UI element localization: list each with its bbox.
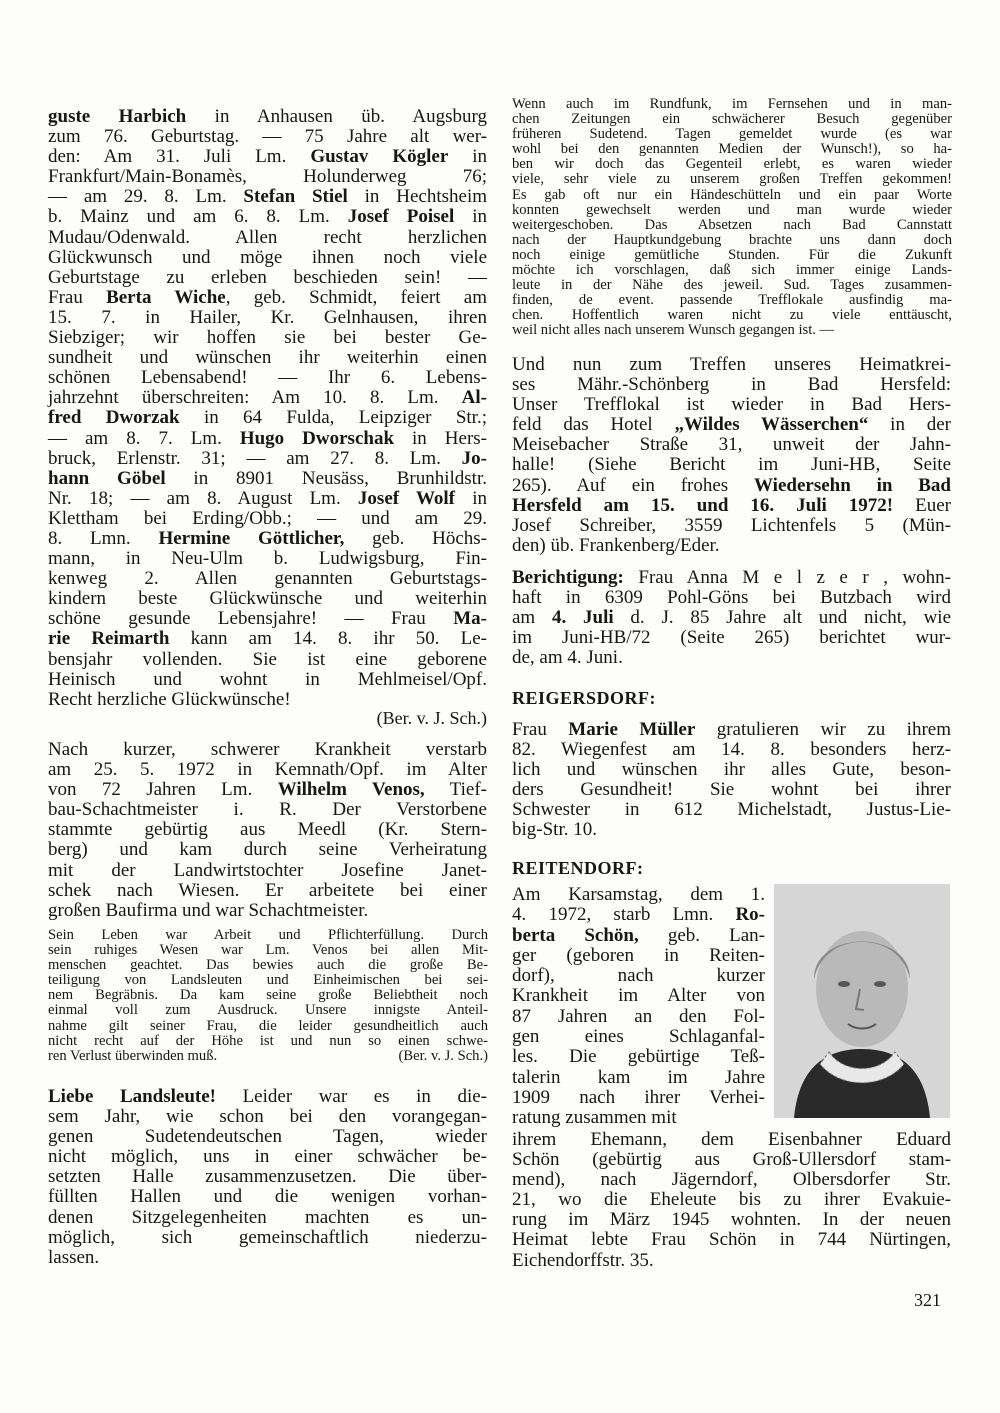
birthdays-signature: (Ber. v. J. Sch.) [376,708,487,728]
text-line: am 4. Juli d. J. 85 Jahre alt und nicht, wie [512,607,952,629]
text-line: bau-Schachtmeister i. R. Der Verstorbene [48,799,487,821]
bold-name: Wiedersehn in Bad [754,474,951,496]
text-line: fred Dworzak in 64 Fulda, Leipziger Str.; [48,407,487,429]
text-line: kenweg 2. Allen genannten Geburtstags- [48,568,487,590]
text-line: Und nun zum Treffen unseres Heimatkrei- [512,354,951,375]
text-line: rung im März 1945 wohnten. In der neuen [512,1209,951,1231]
text-line: b. Mainz und am 6. 8. Lm. Josef Poisel in [48,206,487,228]
text-line: ger (geboren in Reiten- [512,944,765,966]
text-line: Heinisch und wohnt in Mehlmeisel/Opf. [48,668,487,690]
text-line: großen Baufirma und war Schachtmeister. [48,899,369,921]
text-line: am 25. 5. 1972 in Kemnath/Opf. im Alter [48,759,487,781]
text-line: den: Am 31. Juli Lm. Gustav Kögler in [48,146,488,168]
bold-name: berta Schön, [512,924,639,946]
bold-name: Stefan Stiel [243,186,348,208]
berichtigung-paragraph [512,568,951,668]
text-line: jahrzehnt überschreiten: Am 10. 8. Lm. Al- [48,387,487,409]
reigersdorf-paragraph [512,720,951,841]
text-line: lassen. [48,1246,100,1268]
text-line: nem Begräbnis. Da kam seine große Beliebtheit noch [48,987,488,1004]
text-line: nahme gilt seiner Frau, die leider gesundheitlich auch [48,1017,488,1034]
text-line: Schön (gebürtig aus Groß-Ullersdorf stam- [512,1149,951,1171]
text-line: viele, sehr viele zu unserem großen Treffen gekommen! [512,171,952,188]
text-line: Frau Marie Müller gratulieren wir zu ihrem [512,719,951,740]
text-line: mit der Landwirtstochter Josefine Janet- [48,859,487,881]
text-line: ratung zusammen mit [512,1107,677,1129]
text-line: Es gab oft nur ein Händeschütteln und ein paar Worte [512,186,952,203]
text-line: rie Reimarth kann am 14. 8. ihr 50. Le- [48,628,487,650]
bold-name: Gustav Kögler [310,146,449,168]
text-line: halle! (Siehe Bericht im Juni-HB, Seite [512,454,951,476]
birthdays-paragraph [48,107,487,710]
text-line: berta Schön, geb. Lan- [512,924,765,946]
bold-name: Berichtigung: [512,567,624,588]
text-line: Klettham bei Erding/Obb.; — und am 29. [48,507,487,529]
text-line: Wenn auch im Rundfunk, im Fernsehen und in man- [512,96,952,112]
text-line: kindern beste Glückwünsche und weiterhin [48,588,487,610]
portrait-photo [774,884,950,1118]
text-line: — am 29. 8. Lm. Stefan Stiel in Hechtsheim [48,186,487,208]
bold-name: 4. Juli [552,607,614,629]
text-line: sein ruhiges Wesen war Lm. Venos bei allen Mit- [48,942,488,959]
text-line: 82. Wiegenfest am 14. 8. besonders herz- [512,739,951,761]
text-line: guste Harbich in Anhausen üb. Augsburg [48,106,488,127]
reitendorf-heading: REITENDORF: [512,858,644,878]
text-line: chen Zeitungen ein schwächerer Besuch gegenüber [512,111,952,128]
text-line: denen Sitzgelegenheiten machten es un- [48,1206,487,1228]
text-line: Liebe Landsleute! Leider war es in die- [48,1086,487,1107]
text-line: noch einige gemütliche Stunden. Für die Zukunft [512,246,952,263]
reigersdorf-heading: REIGERSDORF: [512,688,657,708]
text-line: lich und wünschen ihr alles Gute, beson- [512,759,951,781]
bold-name: Josef Poisel [347,206,455,228]
text-line: talerin kam im Jahre [512,1066,765,1088]
text-line: Nr. 18; — am 8. August Lm. Josef Wolf in [48,487,487,509]
text-line: Berichtigung: Frau Anna M e l z e r , wohn- [512,567,951,588]
bold-name: Hermine Göttlicher, [158,527,345,549]
text-line: füllten Hallen und die wenigen vorhan- [48,1186,487,1208]
bold-name: Berta Wiche [106,286,226,308]
text-line: big-Str. 10. [512,819,597,841]
text-line: nicht recht auf der Höhe ist und nun so einen schwe- [48,1032,488,1049]
text-line: Meisebacher Straße 31, unweit der Jahn- [512,434,951,456]
text-line: finden, de event. passende Trefflokale ausfindig ma- [512,292,952,309]
bold-name: guste Harbich [48,106,187,127]
bold-name: „Wildes Wässerchen“ [674,414,869,436]
bold-name: Al- [461,387,487,409]
reitendorf-full-paragraph [512,1130,951,1271]
text-line: Geburtstage zu erleben beschieden sein! — [48,266,487,288]
text-line: Sein Leben war Arbeit und Pflichterfüllung. Durch [48,927,488,943]
text-line: Recht herzliche Glückwünsche! [48,688,291,710]
text-line: berg) und kam durch seine Verheiratung [48,839,487,861]
text-line: den) üb. Frankenberg/Eder. [512,534,720,556]
text-line: mend), nach Jägerndorf, Olbersdorfer Str. [512,1169,951,1191]
text-line: mann, in Neu-Ulm b. Ludwigsburg, Fin- [48,548,487,570]
text-line: weil nicht alles nach unserem Wunsch gegangen ist. — [512,322,835,339]
text-line: Frankfurt/Main-Bonamès, Holunderweg 76; [48,166,487,188]
text-line: Mudau/Odenwald. Allen recht herzlichen [48,226,487,248]
text-line: ders Gesundheit! Sie wohnt bei ihrer [512,779,951,801]
bold-name: Ro- [735,904,765,926]
text-line: bruck, Erlenstr. 31; — am 27. 8. Lm. Jo- [48,447,487,469]
text-line: 21, wo die Eheleute bis zu ihrer Evakuie- [512,1189,951,1211]
text-line: chen. Hoffentlich waren nicht zu viele enttäuscht, [512,307,952,324]
text-line: schek nach Wiesen. Er arbeitete bei einer [48,879,487,901]
text-line: Hersfeld am 15. und 16. Juli 1972! Euer [512,494,951,516]
text-line: gen eines Schlaganfal- [512,1026,765,1048]
page-number: 321 [914,1290,941,1310]
obituary-paragraph [48,740,487,921]
text-line: von 72 Jahren Lm. Wilhelm Venos, Tief- [48,779,487,801]
text-line: 4. 1972, starb Lmn. Ro- [512,904,765,926]
text-line: Krankheit im Alter von [512,985,765,1007]
text-line: möglich, sich gemeinschaftlich niederzu- [48,1226,487,1248]
text-line: Glückwunsch und möge ihnen noch viele [48,246,487,268]
text-line: 8. Lmn. Hermine Göttlicher, geb. Höchs- [48,527,488,549]
text-line: im Juni-HB/72 (Seite 265) berichtet wur- [512,627,951,649]
text-line: haft in 6309 Pohl-Göns bei Butzbach wird [512,587,951,609]
text-line: ben wir doch das Gegenteil erlebt, es waren wieder [512,156,952,173]
bold-name: Wilhelm Venos, [277,779,425,801]
text-line: de, am 4. Juni. [512,647,623,669]
text-line: Schwester in 612 Michelstadt, Justus-Lie- [512,799,951,821]
text-line: sem Jahr, wie schon bei den vorangegan- [48,1106,487,1128]
reitendorf-narrow-paragraph [512,885,765,1129]
text-line: stammte gebürtig aus Meedl (Kr. Stern- [48,819,487,841]
bold-name: Hersfeld am 15. und 16. Juli 1972! [512,494,894,516]
bold-name: Jo- [461,447,487,469]
text-line: Am Karsamstag, dem 1. [512,884,765,905]
text-line: les. Die gebürtige Teß- [512,1046,765,1068]
text-line [48,1049,488,1064]
bold-name: hann Göbel [48,467,166,489]
text-line: ses Mähr.-Schönberg in Bad Hersfeld: [512,374,951,396]
text-line: Nach kurzer, schwerer Krankheit verstarb [48,739,487,760]
bold-name: Liebe Landsleute! [48,1086,217,1107]
bold-name: Ma- [453,608,487,630]
text-line: 15. 7. in Hailer, Kr. Gelnhausen, ihren [48,306,487,328]
obituary-small-paragraph [48,928,488,1064]
text-line: Josef Schreiber, 3559 Lichtenfels 5 (Mün- [512,514,951,536]
text-line: setzten Halle zusammenzusetzen. Die über- [48,1166,487,1188]
text-line: einmal voll zum Ausdruck. Unsere innigste Anteil- [48,1002,488,1019]
text-line: menschen geachtet. Das bewies auch die große Be- [48,957,488,974]
text-line: 1909 nach ihrer Verhei- [512,1086,765,1108]
text-line: wohl bei den genannten Medien der Wunsch!), so ha- [512,141,952,158]
text-line: leute in der Nähe des jeweil. Sud. Tages zusammen- [512,277,952,294]
landsleute-paragraph [48,1087,487,1268]
treffen-paragraph [512,355,951,556]
text-line: feld das Hotel „Wildes Wässerchen“ in der [512,414,952,436]
text-line: Heimat lebte Frau Schön in 744 Nürtingen, [512,1229,951,1251]
bold-name: fred Dworzak [48,407,180,429]
text-line: sundheit und wünschen ihr weiterhin einen [48,347,487,369]
text-line: teiligung von Landsleuten und Einheimischen bei sei- [48,972,488,989]
text-segment: ren Verlust überwinden muß. [48,1047,218,1064]
text-line: früheren Sudetend. Tagen gemeldet wurde (es war [512,126,952,143]
text-line: 87 Jahren an den Fol- [512,1005,765,1027]
bold-name: Marie Müller [568,719,696,740]
text-line: schöne gesunde Lebensjahre! — Frau Ma- [48,608,487,630]
text-line: nach der Hauptkundgebung brachte uns dann doch [512,231,952,248]
text-line: möchte ich vorschlagen, daß sich immer einige Lands- [512,262,952,279]
text-line: 265). Auf ein frohes Wiedersehn in Bad [512,474,951,496]
text-segment: (Ber. v. J. Sch.) [398,1047,488,1064]
text-line: weitergeschoben. Das Absetzen nach Bad Cannstatt [512,216,952,233]
text-line: konnten gewechselt werden und man wurde wieder [512,201,952,218]
text-line: Frau Berta Wiche, geb. Schmidt, feiert am [48,286,487,308]
text-line: Eichendorffstr. 35. [512,1249,654,1271]
text-line: schönen Lebensabend! — Ihr 6. Lebens- [48,367,487,389]
text-line: Unser Trefflokal ist wieder in Bad Hers- [512,394,951,416]
text-line: nicht möglich, uns in einer schwächer be- [48,1146,487,1168]
text-line: genen Sudetendeutschen Tagen, wieder [48,1126,487,1148]
text-line: ihrem Ehemann, dem Eisenbahner Eduard [512,1129,951,1150]
bold-name: Hugo Dworschak [239,427,395,449]
text-line: Siebziger; wir hoffen sie bei bester Ge- [48,327,487,349]
text-line: bensjahr vollenden. Sie ist eine geborene [48,648,487,670]
bold-name: Josef Wolf [357,487,455,509]
text-line: hann Göbel in 8901 Neusäss, Brunhildstr. [48,467,487,489]
bold-name: rie Reimarth [48,628,170,650]
text-line: zum 76. Geburtstag. — 75 Jahre alt wer- [48,126,487,148]
landsleute-small-paragraph [512,97,952,339]
text-line: dorf), nach kurzer [512,965,765,987]
text-line: — am 8. 7. Lm. Hugo Dworschak in Hers- [48,427,487,449]
